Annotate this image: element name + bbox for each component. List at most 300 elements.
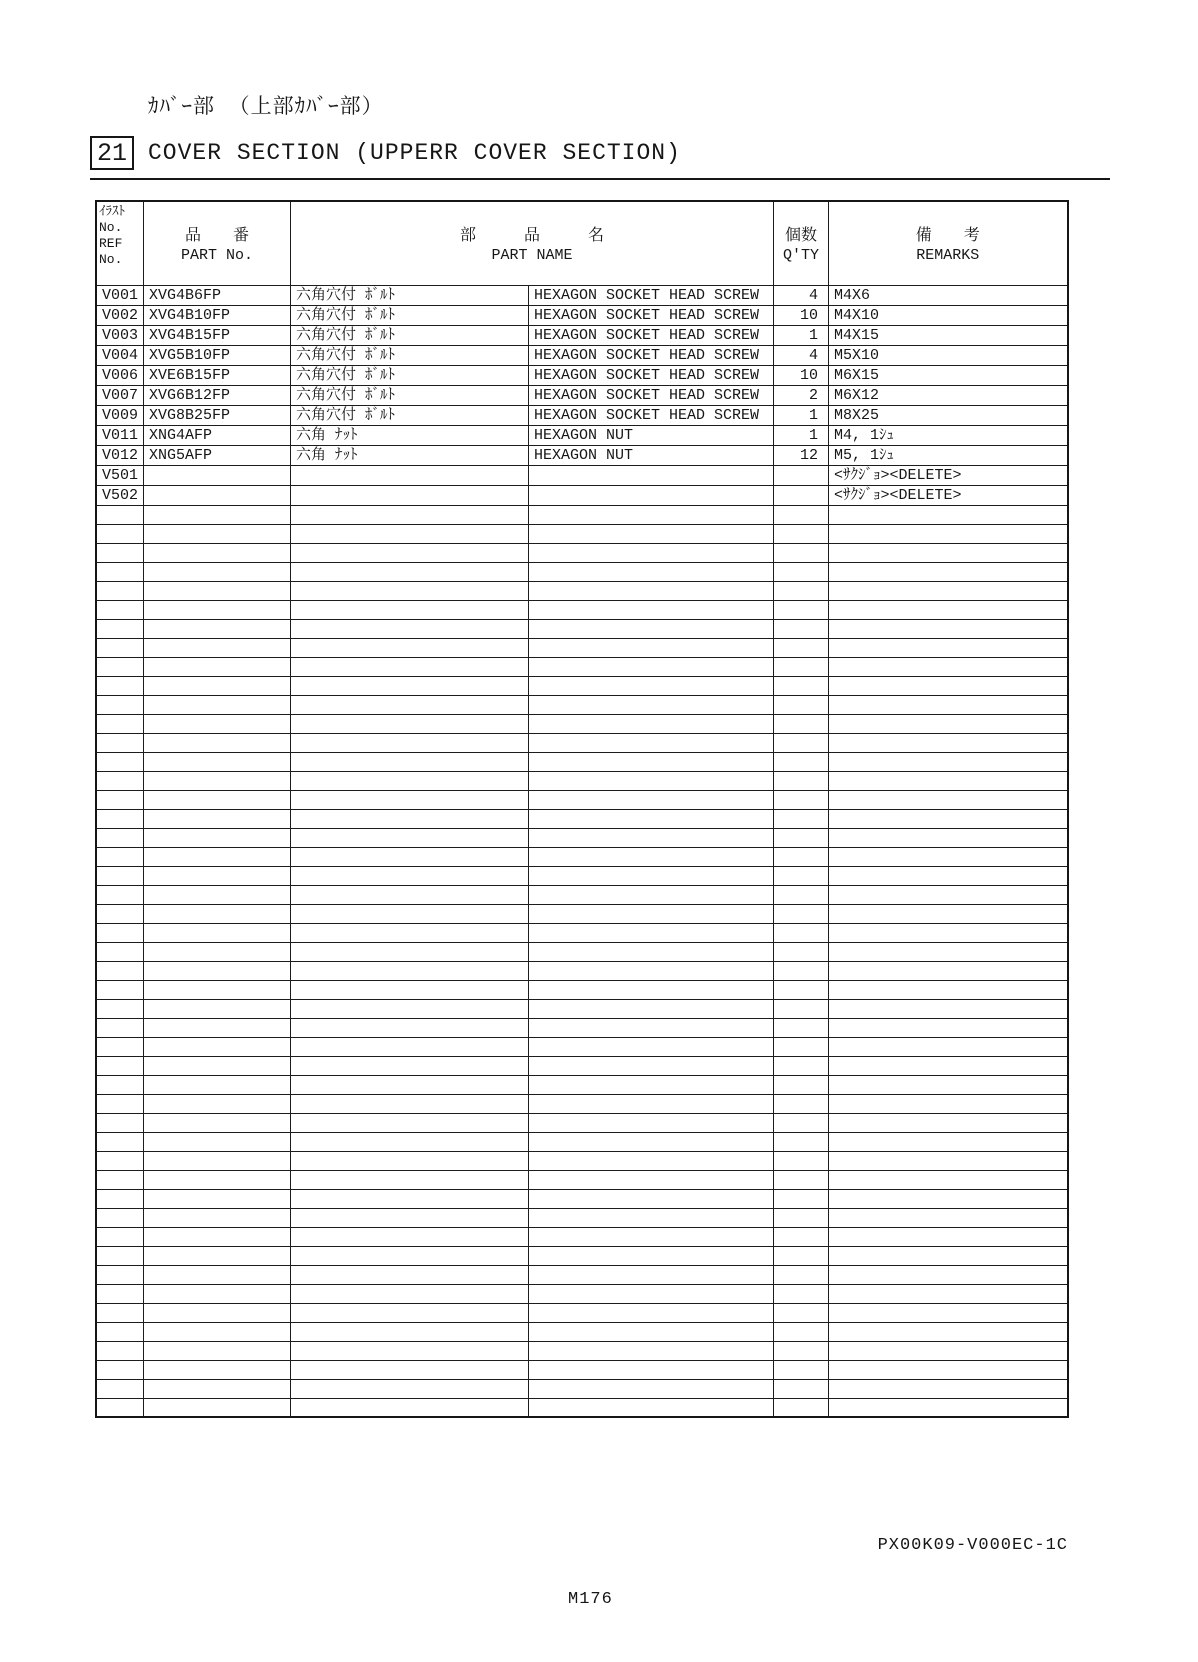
cell-part-no <box>144 1189 291 1208</box>
cell-ref-no <box>96 942 144 961</box>
cell-qty <box>774 1056 829 1075</box>
cell-remarks: M6X15 <box>829 365 1068 385</box>
cell-qty: 4 <box>774 345 829 365</box>
cell-remarks <box>829 809 1068 828</box>
table-row <box>96 465 1068 485</box>
cell-remarks <box>829 923 1068 942</box>
cell-ref-no <box>96 923 144 942</box>
cell-qty <box>774 1360 829 1379</box>
cell-ref-no <box>96 999 144 1018</box>
table-row-empty <box>96 600 1068 619</box>
table-row <box>96 445 1068 465</box>
cell-qty <box>774 866 829 885</box>
cell-part-no: XNG4AFP <box>144 425 291 445</box>
cell-part-name-en: HEXAGON SOCKET HEAD SCREW <box>529 345 774 365</box>
table-row-empty <box>96 695 1068 714</box>
cell-part-no <box>144 752 291 771</box>
cell-ref-no <box>96 1398 144 1417</box>
cell-part-no <box>144 980 291 999</box>
cell-ref-no: V003 <box>96 325 144 345</box>
cell-part-name-en <box>529 505 774 524</box>
table-row-empty <box>96 771 1068 790</box>
cell-ref-no <box>96 1113 144 1132</box>
table-row-empty <box>96 1018 1068 1037</box>
cell-qty <box>774 1113 829 1132</box>
table-row <box>96 425 1068 445</box>
cell-part-no: XVG4B10FP <box>144 305 291 325</box>
cell-remarks: M4X15 <box>829 325 1068 345</box>
cell-remarks <box>829 638 1068 657</box>
table-row-empty <box>96 1075 1068 1094</box>
cell-part-no: XVG4B15FP <box>144 325 291 345</box>
cell-part-name-en <box>529 828 774 847</box>
cell-part-no <box>144 657 291 676</box>
section-number-box <box>90 136 134 170</box>
table-row-empty <box>96 1303 1068 1322</box>
cell-remarks <box>829 1303 1068 1322</box>
cell-remarks: M5, 1ｼｭ <box>829 445 1068 465</box>
cell-part-no: XVE6B15FP <box>144 365 291 385</box>
cell-qty <box>774 619 829 638</box>
cell-remarks <box>829 1360 1068 1379</box>
table-row-empty <box>96 904 1068 923</box>
cell-ref-no <box>96 676 144 695</box>
cell-part-no <box>144 809 291 828</box>
cell-part-no <box>144 790 291 809</box>
cell-part-no <box>144 847 291 866</box>
header-qty-jp: 個数 <box>785 227 818 246</box>
table-row-empty <box>96 1151 1068 1170</box>
cell-part-name-jp <box>291 657 529 676</box>
cell-part-name-jp <box>291 695 529 714</box>
header-remarks-en: REMARKS <box>916 247 980 265</box>
cell-part-name-en <box>529 543 774 562</box>
header-ref-no <box>96 201 144 285</box>
cell-qty <box>774 1303 829 1322</box>
cell-part-name-jp <box>291 847 529 866</box>
cell-qty <box>774 562 829 581</box>
cell-qty: 4 <box>774 285 829 305</box>
cell-qty <box>774 809 829 828</box>
cell-remarks <box>829 676 1068 695</box>
cell-part-no <box>144 600 291 619</box>
cell-part-name-en <box>529 1094 774 1113</box>
cell-part-name-jp <box>291 524 529 543</box>
table-row-empty <box>96 1170 1068 1189</box>
cell-part-name-jp <box>291 505 529 524</box>
cell-remarks <box>829 866 1068 885</box>
cell-remarks: <ｻｸｼﾞｮ><DELETE> <box>829 485 1068 505</box>
cell-part-no <box>144 1056 291 1075</box>
cell-ref-no <box>96 1094 144 1113</box>
cell-part-no: XVG4B6FP <box>144 285 291 305</box>
cell-qty <box>774 999 829 1018</box>
table-row <box>96 485 1068 505</box>
cell-part-name-en: HEXAGON SOCKET HEAD SCREW <box>529 365 774 385</box>
table-row <box>96 365 1068 385</box>
cell-ref-no <box>96 1284 144 1303</box>
cell-ref-no <box>96 790 144 809</box>
table-row-empty <box>96 581 1068 600</box>
cell-part-no <box>144 1284 291 1303</box>
cell-part-no: XNG5AFP <box>144 445 291 465</box>
cell-qty <box>774 885 829 904</box>
table-row-empty <box>96 1246 1068 1265</box>
cell-remarks <box>829 524 1068 543</box>
header-part-name <box>291 201 774 285</box>
cell-ref-no <box>96 1246 144 1265</box>
parts-table-header <box>96 201 1068 285</box>
cell-part-no <box>144 961 291 980</box>
header-part-no-en: PART No. <box>181 247 254 265</box>
cell-qty <box>774 1151 829 1170</box>
cell-part-name-en <box>529 999 774 1018</box>
cell-ref-no: V501 <box>96 465 144 485</box>
table-row-empty <box>96 657 1068 676</box>
cell-ref-no <box>96 904 144 923</box>
cell-ref-no <box>96 657 144 676</box>
cell-remarks <box>829 1075 1068 1094</box>
table-row-empty <box>96 1132 1068 1151</box>
cell-part-name-jp: 六角穴付 ﾎﾞﾙﾄ <box>291 285 529 305</box>
cell-part-name-jp <box>291 1170 529 1189</box>
header-remarks <box>829 201 1068 285</box>
cell-ref-no <box>96 1132 144 1151</box>
cell-ref-no <box>96 524 144 543</box>
table-row <box>96 285 1068 305</box>
cell-part-name-jp <box>291 1018 529 1037</box>
cell-part-no <box>144 1037 291 1056</box>
header-ref-line-3: REF <box>99 236 123 251</box>
cell-part-no <box>144 638 291 657</box>
cell-part-no <box>144 1227 291 1246</box>
cell-part-name-jp: 六角穴付 ﾎﾞﾙﾄ <box>291 385 529 405</box>
cell-qty <box>774 1379 829 1398</box>
cell-part-name-jp <box>291 714 529 733</box>
cell-ref-no: V004 <box>96 345 144 365</box>
cell-remarks <box>829 1227 1068 1246</box>
table-row-empty <box>96 543 1068 562</box>
table-row-empty <box>96 999 1068 1018</box>
table-row-empty <box>96 790 1068 809</box>
table-row-empty <box>96 866 1068 885</box>
cell-qty <box>774 505 829 524</box>
table-row-empty <box>96 676 1068 695</box>
cell-part-no <box>144 866 291 885</box>
cell-qty <box>774 790 829 809</box>
cell-part-name-jp <box>291 543 529 562</box>
cell-part-name-en <box>529 1227 774 1246</box>
cell-qty <box>774 752 829 771</box>
header-row <box>96 201 1068 285</box>
cell-part-no <box>144 581 291 600</box>
cell-part-name-en <box>529 1170 774 1189</box>
cell-part-name-jp: 六角穴付 ﾎﾞﾙﾄ <box>291 405 529 425</box>
cell-part-name-jp <box>291 942 529 961</box>
cell-part-name-jp <box>291 904 529 923</box>
cell-part-name-en: HEXAGON NUT <box>529 445 774 465</box>
cell-part-name-en <box>529 1075 774 1094</box>
cell-part-name-en <box>529 980 774 999</box>
cell-ref-no: V006 <box>96 365 144 385</box>
table-row-empty <box>96 1056 1068 1075</box>
cell-part-no <box>144 1170 291 1189</box>
cell-qty: 1 <box>774 325 829 345</box>
table-row-empty <box>96 1227 1068 1246</box>
cell-remarks <box>829 1398 1068 1417</box>
header-ref-line-1: ｲﾗｽﾄ <box>99 204 125 219</box>
cell-remarks <box>829 543 1068 562</box>
cell-part-no <box>144 1303 291 1322</box>
cell-part-name-jp: 六角穴付 ﾎﾞﾙﾄ <box>291 325 529 345</box>
cell-part-name-jp <box>291 790 529 809</box>
cell-part-name-jp <box>291 1246 529 1265</box>
cell-qty <box>774 1170 829 1189</box>
cell-part-name-en: HEXAGON SOCKET HEAD SCREW <box>529 285 774 305</box>
cell-ref-no: V502 <box>96 485 144 505</box>
cell-part-name-en <box>529 1360 774 1379</box>
cell-part-name-en <box>529 1265 774 1284</box>
table-row-empty <box>96 1037 1068 1056</box>
cell-ref-no <box>96 809 144 828</box>
cell-qty <box>774 1246 829 1265</box>
cell-part-no <box>144 1132 291 1151</box>
cell-part-name-en <box>529 904 774 923</box>
cell-qty: 12 <box>774 445 829 465</box>
header-part-no-jp: 品 番 <box>185 227 250 246</box>
cell-part-name-en <box>529 1341 774 1360</box>
cell-qty <box>774 942 829 961</box>
cell-part-name-en <box>529 1379 774 1398</box>
cell-part-no <box>144 1265 291 1284</box>
cell-part-name-jp: 六角 ﾅｯﾄ <box>291 425 529 445</box>
cell-part-name-en <box>529 923 774 942</box>
cell-part-name-en <box>529 657 774 676</box>
cell-part-name-en <box>529 1322 774 1341</box>
header-part-no <box>144 201 291 285</box>
cell-part-name-en: HEXAGON SOCKET HEAD SCREW <box>529 305 774 325</box>
cell-part-name-en <box>529 1189 774 1208</box>
table-row-empty <box>96 847 1068 866</box>
cell-ref-no: V001 <box>96 285 144 305</box>
cell-remarks <box>829 695 1068 714</box>
cell-ref-no: V002 <box>96 305 144 325</box>
cell-qty <box>774 733 829 752</box>
cell-part-name-jp <box>291 1037 529 1056</box>
cell-part-no <box>144 562 291 581</box>
cell-part-name-en <box>529 1132 774 1151</box>
cell-remarks <box>829 1037 1068 1056</box>
section-title: COVER SECTION (UPPERR COVER SECTION) <box>148 140 681 166</box>
cell-remarks <box>829 1094 1068 1113</box>
cell-part-no <box>144 1246 291 1265</box>
cell-part-name-jp <box>291 485 529 505</box>
cell-part-no <box>144 1151 291 1170</box>
cell-qty: 10 <box>774 365 829 385</box>
cell-part-no <box>144 505 291 524</box>
cell-part-name-jp <box>291 1284 529 1303</box>
cell-part-name-jp <box>291 1227 529 1246</box>
cell-part-name-jp: 六角穴付 ﾎﾞﾙﾄ <box>291 365 529 385</box>
cell-ref-no <box>96 1360 144 1379</box>
cell-part-no <box>144 1360 291 1379</box>
cell-remarks <box>829 600 1068 619</box>
cell-part-name-en <box>529 1208 774 1227</box>
cell-remarks <box>829 505 1068 524</box>
cell-part-no <box>144 465 291 485</box>
cell-part-no <box>144 942 291 961</box>
cell-qty: 2 <box>774 385 829 405</box>
table-row-empty <box>96 923 1068 942</box>
cell-remarks <box>829 828 1068 847</box>
cell-ref-no <box>96 619 144 638</box>
cell-part-no: XVG5B10FP <box>144 345 291 365</box>
cell-ref-no <box>96 562 144 581</box>
cell-remarks <box>829 619 1068 638</box>
cell-part-name-jp <box>291 581 529 600</box>
cell-qty <box>774 1208 829 1227</box>
cell-remarks <box>829 1246 1068 1265</box>
cell-part-name-jp <box>291 1151 529 1170</box>
cell-remarks <box>829 1018 1068 1037</box>
cell-part-name-jp <box>291 1379 529 1398</box>
footer-doc-code: PX00K09-V000EC-1C <box>877 1536 1068 1555</box>
cell-ref-no <box>96 600 144 619</box>
table-row-empty <box>96 942 1068 961</box>
cell-part-no <box>144 1075 291 1094</box>
cell-remarks <box>829 733 1068 752</box>
cell-remarks <box>829 1208 1068 1227</box>
cell-ref-no <box>96 1018 144 1037</box>
cell-ref-no <box>96 1322 144 1341</box>
cell-qty: 1 <box>774 425 829 445</box>
cell-qty <box>774 695 829 714</box>
table-row-empty <box>96 524 1068 543</box>
cell-part-no <box>144 524 291 543</box>
cell-part-name-en <box>529 695 774 714</box>
cell-part-name-en <box>529 847 774 866</box>
cell-part-name-en <box>529 961 774 980</box>
cell-remarks: M4X6 <box>829 285 1068 305</box>
cell-part-name-jp <box>291 1341 529 1360</box>
cell-remarks: M5X10 <box>829 345 1068 365</box>
table-row-empty <box>96 752 1068 771</box>
cell-ref-no <box>96 1227 144 1246</box>
cell-qty <box>774 1189 829 1208</box>
cell-part-name-en <box>529 1037 774 1056</box>
cell-ref-no <box>96 1208 144 1227</box>
cell-ref-no <box>96 1170 144 1189</box>
cell-ref-no <box>96 1056 144 1075</box>
cell-remarks <box>829 790 1068 809</box>
table-row-empty <box>96 809 1068 828</box>
cell-qty <box>774 1322 829 1341</box>
table-row-empty <box>96 1189 1068 1208</box>
parts-table-body <box>96 285 1068 1417</box>
cell-part-name-en <box>529 524 774 543</box>
cell-qty <box>774 904 829 923</box>
cell-remarks: <ｻｸｼﾞｮ><DELETE> <box>829 465 1068 485</box>
cell-remarks <box>829 904 1068 923</box>
cell-part-name-jp <box>291 980 529 999</box>
cell-qty <box>774 638 829 657</box>
cell-ref-no <box>96 828 144 847</box>
cell-qty <box>774 1132 829 1151</box>
cell-ref-no <box>96 581 144 600</box>
cell-remarks <box>829 1284 1068 1303</box>
table-row-empty <box>96 1265 1068 1284</box>
cell-part-name-en: HEXAGON SOCKET HEAD SCREW <box>529 325 774 345</box>
cell-remarks <box>829 1341 1068 1360</box>
cell-ref-no <box>96 847 144 866</box>
cell-ref-no <box>96 543 144 562</box>
table-row-empty <box>96 885 1068 904</box>
cell-ref-no <box>96 961 144 980</box>
table-row <box>96 385 1068 405</box>
cell-qty <box>774 465 829 485</box>
cell-part-name-jp <box>291 1398 529 1417</box>
title-divider <box>90 178 1110 180</box>
cell-part-name-en <box>529 885 774 904</box>
cell-remarks <box>829 942 1068 961</box>
cell-part-no <box>144 771 291 790</box>
cell-part-name-en <box>529 600 774 619</box>
cell-part-name-jp <box>291 1113 529 1132</box>
cell-ref-no <box>96 1189 144 1208</box>
cell-part-name-jp <box>291 600 529 619</box>
header-ref-line-2: No. <box>99 220 123 235</box>
cell-part-name-jp <box>291 999 529 1018</box>
cell-part-name-jp <box>291 638 529 657</box>
header-qty <box>774 201 829 285</box>
cell-part-no <box>144 485 291 505</box>
cell-qty <box>774 1018 829 1037</box>
cell-part-no <box>144 923 291 942</box>
cell-part-no <box>144 1398 291 1417</box>
cell-part-name-en: HEXAGON SOCKET HEAD SCREW <box>529 405 774 425</box>
cell-part-name-en <box>529 619 774 638</box>
cell-qty <box>774 524 829 543</box>
cell-part-name-en <box>529 1284 774 1303</box>
cell-part-name-jp <box>291 923 529 942</box>
header-qty-en: Q'TY <box>783 247 820 265</box>
table-row-empty <box>96 980 1068 999</box>
cell-ref-no <box>96 714 144 733</box>
cell-ref-no <box>96 771 144 790</box>
cell-qty <box>774 1075 829 1094</box>
cell-qty <box>774 1265 829 1284</box>
cell-part-name-jp <box>291 465 529 485</box>
cell-part-name-jp <box>291 1132 529 1151</box>
cell-ref-no <box>96 1303 144 1322</box>
cell-part-no: XVG8B25FP <box>144 405 291 425</box>
cell-part-no <box>144 828 291 847</box>
cell-part-name-en <box>529 866 774 885</box>
cell-qty <box>774 1284 829 1303</box>
table-row-empty <box>96 1379 1068 1398</box>
cell-qty <box>774 847 829 866</box>
cell-remarks: M6X12 <box>829 385 1068 405</box>
cell-ref-no <box>96 885 144 904</box>
cell-remarks <box>829 1056 1068 1075</box>
table-row-empty <box>96 1322 1068 1341</box>
cell-remarks <box>829 961 1068 980</box>
cell-part-name-en <box>529 1113 774 1132</box>
cell-part-name-jp <box>291 752 529 771</box>
footer-page-number: M176 <box>568 1590 613 1609</box>
cell-part-name-en <box>529 676 774 695</box>
cell-part-name-en <box>529 581 774 600</box>
